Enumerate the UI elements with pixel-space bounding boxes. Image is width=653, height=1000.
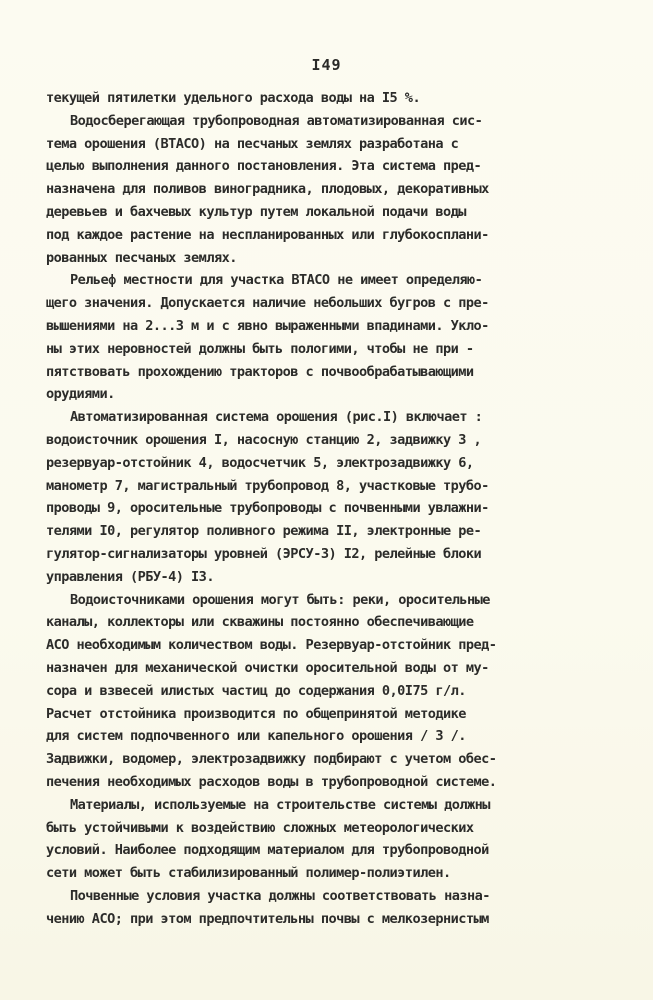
text-line: щего значения. Допускается наличие небольших бугров с пре-	[46, 295, 489, 312]
text-line: печения необходимых расходов воды в трубопроводной системе.	[46, 773, 497, 790]
text-line: вышениями на 2...3 м и с явно выраженными впадинами. Укло-	[46, 317, 489, 334]
text-line: назначен для механической очистки оросительной воды от му-	[46, 659, 489, 676]
text-line: манометр 7, магистральный трубопровод 8, участковые трубо-	[46, 477, 489, 494]
text-line: целью выполнения данного постановления. Эта система пред-	[46, 158, 482, 175]
text-line: условий. Наиболее подходящим материалом для трубопроводной	[46, 842, 489, 859]
text-line: текущей пятилетки удельного расхода воды на I5 %.	[46, 90, 421, 106]
text-line: быть устойчивыми к воздействию сложных метеорологических	[46, 819, 474, 836]
text-line: чению АСО; при этом предпочтительны почвы с мелкозернистым	[46, 910, 489, 927]
text-line: назначена для поливов виноградника, плодовых, декоративных	[46, 181, 489, 198]
text-line: водоисточник орошения I, насосную станцию 2, задвижку 3 ,	[46, 431, 482, 448]
text-line: деревьев и бахчевых культур путем локальной подачи воды	[46, 203, 466, 220]
text-line: Почвенные условия участка должны соответствовать назна-	[70, 887, 490, 904]
text-line: Водосберегающая трубопроводная автоматизированная сис-	[70, 112, 483, 129]
text-line: Рельеф местности для участка ВТАСО не имеет определяю-	[70, 272, 483, 289]
text-line: для систем подпочвенного или капельного орошения / 3 /.	[46, 728, 466, 745]
text-line: Расчет отстойника производится по общепринятой методике	[46, 705, 466, 722]
text-line: гулятор-сигнализаторы уровней (ЭРСУ-3) I2, релейные блоки	[46, 545, 482, 562]
text-line: сора и взвесей илистых частиц до содержания 0,0I75 г/л.	[46, 682, 466, 699]
text-line: АСО необходимым количеством воды. Резервуар-отстойник пред-	[46, 637, 497, 654]
text-line: Материалы, используемые на строительстве системы должны	[70, 796, 490, 813]
text-line: рованных песчаных землях.	[46, 249, 237, 266]
text-line: ны этих неровностей должны быть пологими, чтобы не при -	[46, 340, 474, 357]
text-line: Автоматизированная система орошения (рис.I) включает :	[70, 409, 483, 426]
text-line: тема орошения (ВТАСО) на песчаных землях разработана с	[46, 135, 459, 152]
text-line: резервуар-отстойник 4, водосчетчик 5, электрозадвижку 6,	[46, 454, 474, 471]
text-line: управления (РБУ-4) I3.	[46, 568, 214, 585]
text-line: сети может быть стабилизированный полимер-полиэтилен.	[46, 865, 451, 882]
body-text	[46, 87, 626, 930]
text-line: телями I0, регулятор поливного режима II, электронные ре-	[46, 523, 482, 540]
text-line: проводы 9, оросительные трубопроводы с почвенными увлажни-	[46, 500, 489, 517]
text-line: каналы, коллекторы или скважины постоянно обеспечивающие	[46, 614, 474, 631]
text-line: Водоисточниками орошения могут быть: реки, оросительные	[70, 591, 490, 608]
page-number: I49	[311, 56, 342, 74]
text-line: орудиями.	[46, 386, 115, 403]
text-line: пятствовать прохождению тракторов с почвообрабатывающими	[46, 363, 474, 380]
text-line: Задвижки, водомер, электрозадвижку подбирают с учетом обес-	[46, 751, 497, 768]
text-line: под каждое растение на неспланированных или глубокосплани-	[46, 226, 489, 243]
